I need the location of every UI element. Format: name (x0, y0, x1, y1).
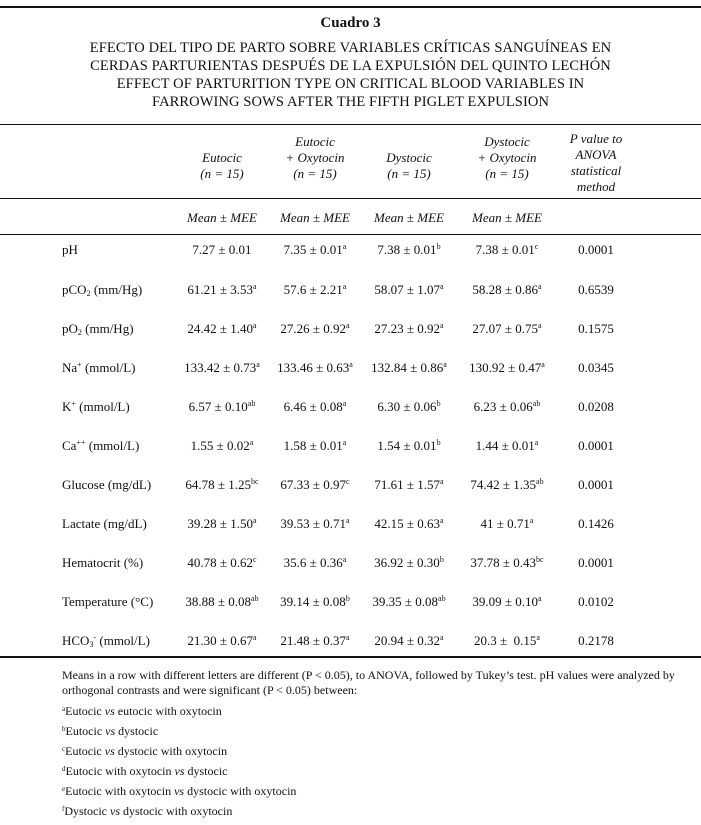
significance-letter: a (342, 282, 347, 291)
title-line-es-1: EFECTO DEL TIPO DE PARTO SOBRE VARIABLES CRÍTICAS SANGUÍNEAS EN (89, 40, 612, 56)
value-text: 67.33 ± 0.97 (280, 477, 347, 492)
footnote-marker: c (62, 745, 66, 753)
value-text: 58.07 ± 1.07 (374, 282, 441, 297)
variable-superscript: ++ (76, 438, 86, 447)
variable-name (62, 282, 142, 298)
footnote-item (62, 804, 232, 819)
value-text: 24.42 ± 1.40 (187, 321, 254, 336)
p-value-cell: 0.1426 (578, 516, 614, 531)
header-col-5-line-3: statistical (570, 163, 622, 178)
variable-unit: (mmol/L) (96, 633, 150, 648)
header-col-3-line-1 (362, 134, 456, 150)
value-text: 40.78 ± 0.62 (187, 555, 254, 570)
significance-letter: a (342, 242, 347, 251)
value-cell (268, 399, 362, 415)
value-cell (177, 399, 267, 415)
variable-name (62, 594, 153, 610)
footnote-marker: f (62, 805, 65, 813)
value-cell (459, 594, 555, 610)
significance-letter: ab (536, 477, 544, 486)
value-cell (177, 242, 267, 258)
footnote-vs: vs (104, 744, 115, 758)
value-text: 20.3 ± 0.15 (474, 633, 537, 648)
value-text: 27.26 ± 0.92 (280, 321, 347, 336)
value-text: 27.07 ± 0.75 (472, 321, 539, 336)
value-text: 58.28 ± 0.86 (472, 282, 539, 297)
header-col-1 (177, 134, 267, 198)
variable-superscript: + (77, 360, 82, 369)
value-cell (268, 360, 362, 376)
footnote-marker: e (62, 785, 66, 793)
value-cell (362, 555, 456, 571)
value-cell (362, 321, 456, 337)
header-col-1-line-4 (177, 182, 267, 198)
variable-base: Ca (62, 438, 77, 453)
footnote-vs: vs (174, 784, 185, 798)
value-text: 27.23 ± 0.92 (374, 321, 441, 336)
value-text: 133.46 ± 0.63 (277, 360, 350, 375)
value-text: 6.23 ± 0.06 (473, 399, 533, 414)
value-cell (177, 594, 267, 610)
value-text: 36.92 ± 0.30 (374, 555, 440, 570)
footnote-text-post: dystocic with oxytocin (184, 784, 297, 798)
value-text: 7.35 ± 0.01 (283, 242, 343, 257)
value-cell (268, 555, 362, 571)
value-cell (459, 360, 555, 376)
title-line-en-2: FARROWING SOWS AFTER THE FIFTH PIGLET EXPULSION (151, 94, 550, 110)
value-cell (177, 477, 267, 493)
value-cell (268, 282, 362, 298)
table-note: Means in a row with different letters are different (P < 0.05), to ANOVA, followed by Tukey’s test. pH values were analyzed by orthogonal contrasts and were significant (P < 0.05) between: (62, 668, 675, 697)
header-col-1-line-3: (n = 15) (200, 166, 244, 181)
value-cell (268, 516, 362, 532)
significance-letter: a (253, 516, 257, 525)
value-cell (177, 282, 267, 298)
value-text: 6.57 ± 0.10 (188, 399, 248, 414)
table-row (0, 360, 701, 380)
significance-letter: b (436, 438, 441, 447)
mean-label-4: Mean ± MEE (472, 210, 542, 225)
footnote-marker: a (62, 705, 66, 713)
value-cell (268, 633, 362, 649)
header-col-1-line-2: Eutocic (202, 150, 242, 165)
significance-letter: a (538, 321, 542, 330)
variable-unit: (mmol/L) (75, 399, 130, 414)
footnote-text-pre: Dystocic (64, 804, 110, 818)
variable-subscript: 2 (77, 328, 82, 337)
header-bottom-rule (0, 234, 701, 235)
variable-name (62, 360, 135, 376)
value-cell (177, 516, 267, 532)
value-text: 20.94 ± 0.32 (374, 633, 441, 648)
value-cell (362, 242, 456, 258)
bottom-rule (0, 656, 701, 658)
value-cell (177, 633, 267, 649)
table-row (0, 438, 701, 458)
footnote-text-post: dystocic (115, 724, 159, 738)
footnote-marker: b (62, 725, 66, 733)
significance-letter: ab (247, 399, 256, 408)
value-cell (459, 555, 555, 571)
variable-name (62, 555, 143, 571)
header-col-2-line-1: Eutocic (295, 134, 335, 149)
header-top-rule (0, 124, 701, 125)
header-col-1-line-1 (177, 134, 267, 150)
header-col-5-line-2: ANOVA (575, 147, 617, 162)
variable-base: Hematocrit (%) (62, 555, 144, 570)
value-text: 39.53 ± 0.71 (280, 516, 347, 531)
header-col-2 (268, 134, 362, 198)
value-text: 133.42 ± 0.73 (184, 360, 257, 375)
value-text: 74.42 ± 1.35 (470, 477, 537, 492)
footnote-text-post: dystocic (184, 764, 228, 778)
significance-letter: a (440, 282, 444, 291)
header-col-4-line-2: + Oxytocin (477, 150, 537, 165)
significance-letter: a (256, 360, 260, 369)
header-col-4-line-1: Dystocic (484, 134, 530, 149)
table-label: Cuadro 3 (320, 15, 381, 31)
header-col-2-line-2: + Oxytocin (285, 150, 345, 165)
significance-letter: a (440, 477, 444, 486)
variable-superscript: + (71, 399, 76, 408)
variable-superscript: - (93, 633, 97, 642)
footnote-text-pre: Eutocic (65, 704, 105, 718)
table-row (0, 321, 701, 341)
value-cell (362, 477, 456, 493)
significance-letter: a (249, 438, 254, 447)
value-cell (268, 321, 362, 337)
header-col-3-line-4 (362, 182, 456, 198)
header-col-4-line-3: (n = 15) (485, 166, 529, 181)
footnote-item (62, 764, 227, 779)
significance-letter: c (253, 555, 257, 564)
value-cell (362, 360, 456, 376)
significance-letter: a (346, 633, 350, 642)
value-text: 35.6 ± 0.36 (283, 555, 343, 570)
mean-label-2: Mean ± MEE (280, 210, 350, 225)
variable-name (62, 399, 130, 415)
table-row (0, 516, 701, 536)
variable-subscript: 2 (86, 289, 91, 298)
significance-letter: a (529, 516, 534, 525)
value-cell (362, 399, 456, 415)
value-text: 6.46 ± 0.08 (283, 399, 343, 414)
value-cell (459, 321, 555, 337)
variable-unit: (mmol/L) (85, 438, 140, 453)
significance-letter: b (439, 555, 444, 564)
significance-letter: a (253, 633, 257, 642)
variable-subscript: 3 (89, 640, 94, 649)
table-row (0, 282, 701, 302)
header-col-3-line-2: Dystocic (386, 150, 432, 165)
significance-letter: a (536, 633, 540, 642)
variable-name (62, 477, 151, 493)
header-mid-rule (0, 198, 701, 199)
value-text: 38.88 ± 0.08 (185, 594, 252, 609)
footnote-marker: d (62, 765, 66, 773)
significance-letter: bc (536, 555, 544, 564)
significance-letter: a (541, 360, 545, 369)
variable-base: pO (62, 321, 78, 336)
significance-letter: ab (532, 399, 541, 408)
value-cell (459, 438, 555, 454)
header-col-5-line-4: method (576, 179, 616, 194)
header-col-2-line-3: (n = 15) (293, 166, 337, 181)
footnote-text-pre: Eutocic (65, 744, 105, 758)
p-value-cell: 0.0001 (578, 242, 614, 257)
table-row (0, 399, 701, 419)
footnote-text-pre: Eutocic (65, 724, 106, 738)
variable-unit: (mm/Hg) (90, 282, 143, 297)
significance-letter: b (436, 242, 441, 251)
p-value-cell: 0.6539 (578, 282, 614, 297)
value-text: 39.14 ± 0.08 (280, 594, 346, 609)
footnote-vs: vs (174, 764, 185, 778)
value-cell (362, 282, 456, 298)
significance-letter: a (534, 438, 539, 447)
value-text: 1.55 ± 0.02 (190, 438, 250, 453)
significance-letter: a (253, 282, 257, 291)
footnote-text-pre: Eutocic with oxytocin (65, 784, 175, 798)
footnote-text-post: dystocic with oxytocin (114, 744, 228, 758)
table-row (0, 555, 701, 575)
p-value-cell: 0.2178 (578, 633, 614, 648)
value-text: 130.92 ± 0.47 (469, 360, 542, 375)
value-cell (177, 360, 267, 376)
variable-name (62, 516, 147, 532)
value-cell (362, 438, 456, 454)
value-text: 132.84 ± 0.86 (371, 360, 444, 375)
value-cell (459, 633, 555, 649)
footnote-text-pre: Eutocic with oxytocin (65, 764, 175, 778)
header-col-3 (362, 134, 456, 198)
value-text: 41 ± 0.71 (480, 516, 530, 531)
significance-letter: ab (251, 594, 259, 603)
value-text: 61.21 ± 3.53 (187, 282, 254, 297)
significance-letter: a (349, 360, 353, 369)
value-text: 1.44 ± 0.01 (475, 438, 535, 453)
mean-label-1: Mean ± MEE (187, 210, 257, 225)
value-cell (459, 282, 555, 298)
value-text: 71.61 ± 1.57 (374, 477, 441, 492)
value-cell (268, 477, 362, 493)
significance-letter: a (440, 321, 444, 330)
value-cell (362, 516, 456, 532)
value-text: 39.35 ± 0.08 (372, 594, 439, 609)
p-value-cell: 0.0345 (578, 360, 614, 375)
mean-label-3: Mean ± MEE (374, 210, 444, 225)
footnote-vs: vs (110, 804, 120, 818)
value-text: 39.09 ± 0.10 (472, 594, 539, 609)
table-title (0, 39, 701, 111)
footnote-item (62, 744, 227, 759)
significance-letter: a (538, 594, 542, 603)
value-text: 37.78 ± 0.43 (470, 555, 537, 570)
significance-letter: a (253, 321, 257, 330)
title-line-es-2: CERDAS PARTURIENTAS DESPUÉS DE LA EXPULSIÓN DEL QUINTO LECHÓN (90, 58, 611, 74)
footnote-item (62, 784, 296, 799)
value-text: 64.78 ± 1.25 (185, 477, 252, 492)
value-text: 21.48 ± 0.37 (280, 633, 347, 648)
value-text: 1.54 ± 0.01 (377, 438, 437, 453)
value-cell (177, 555, 267, 571)
significance-letter: a (346, 321, 350, 330)
value-text: 1.58 ± 0.01 (283, 438, 343, 453)
variable-name (62, 242, 78, 258)
significance-letter: a (346, 516, 350, 525)
significance-letter: b (436, 399, 441, 408)
significance-letter: c (346, 477, 350, 486)
variable-base: pCO (62, 282, 87, 297)
value-cell (268, 594, 362, 610)
header-col-5-line-1: P value to (569, 131, 623, 146)
variable-unit: (mm/Hg) (81, 321, 134, 336)
significance-letter: bc (251, 477, 259, 486)
value-cell (459, 516, 555, 532)
variable-name (62, 438, 139, 454)
value-text: 42.15 ± 0.63 (374, 516, 441, 531)
value-text: 57.6 ± 2.21 (283, 282, 343, 297)
significance-letter: a (538, 282, 542, 291)
variable-name (62, 321, 134, 337)
variable-base: Lactate (mg/dL) (62, 516, 147, 531)
value-cell (459, 242, 555, 258)
variable-base: pH (62, 242, 78, 257)
p-value-cell: 0.0208 (578, 399, 614, 414)
value-cell (459, 477, 555, 493)
significance-letter: a (443, 360, 447, 369)
p-value-cell: 0.1575 (578, 321, 614, 336)
header-col-4-line-4 (459, 182, 555, 198)
value-text: 39.28 ± 1.50 (187, 516, 254, 531)
value-text: 6.30 ± 0.06 (377, 399, 437, 414)
significance-letter: b (345, 594, 350, 603)
p-value-cell: 0.0001 (578, 555, 614, 570)
value-text: 7.38 ± 0.01 (377, 242, 437, 257)
table-row (0, 242, 701, 262)
p-value-cell: 0.0001 (578, 477, 614, 492)
value-cell (268, 242, 362, 258)
significance-letter: a (440, 516, 444, 525)
p-value-cell: 0.0001 (578, 438, 614, 453)
table-row (0, 477, 701, 497)
value-cell (362, 594, 456, 610)
variable-base: K (62, 399, 72, 414)
table-row (0, 633, 701, 653)
top-rule (0, 6, 701, 8)
footnote-vs: vs (104, 704, 115, 718)
value-cell (177, 321, 267, 337)
significance-letter: ab (438, 594, 446, 603)
footnote-item (62, 724, 158, 739)
value-cell (362, 633, 456, 649)
title-line-en-1: EFFECT OF PARTURITION TYPE ON CRITICAL BLOOD VARIABLES IN (116, 76, 585, 92)
p-value-cell: 0.0102 (578, 594, 614, 609)
footnote-text-post: dystocic with oxytocin (120, 804, 233, 818)
footnote-item (62, 704, 222, 719)
variable-base: Na (62, 360, 78, 375)
value-text: 7.27 ± 0.01 (192, 242, 252, 257)
variable-base: HCO (62, 633, 90, 648)
footnote-text-post: eutocic with oxytocin (114, 704, 222, 718)
significance-letter: a (342, 555, 347, 564)
header-col-2-line-4 (268, 182, 362, 198)
header-col-4 (459, 134, 555, 198)
variable-name (62, 633, 150, 649)
value-text: 7.38 ± 0.01 (475, 242, 535, 257)
significance-letter: a (342, 438, 347, 447)
value-cell (268, 438, 362, 454)
header-col-5 (548, 131, 644, 195)
variable-unit: (mmol/L) (81, 360, 136, 375)
header-col-3-line-3: (n = 15) (387, 166, 431, 181)
significance-letter: c (534, 242, 539, 251)
value-text: 21.30 ± 0.67 (187, 633, 254, 648)
table-row (0, 594, 701, 614)
footnote-vs: vs (105, 724, 116, 738)
variable-base: Temperature (°C) (62, 594, 154, 609)
value-cell (177, 438, 267, 454)
value-cell (459, 399, 555, 415)
significance-letter: a (342, 399, 347, 408)
significance-letter: a (440, 633, 444, 642)
variable-base: Glucose (mg/dL) (62, 477, 152, 492)
